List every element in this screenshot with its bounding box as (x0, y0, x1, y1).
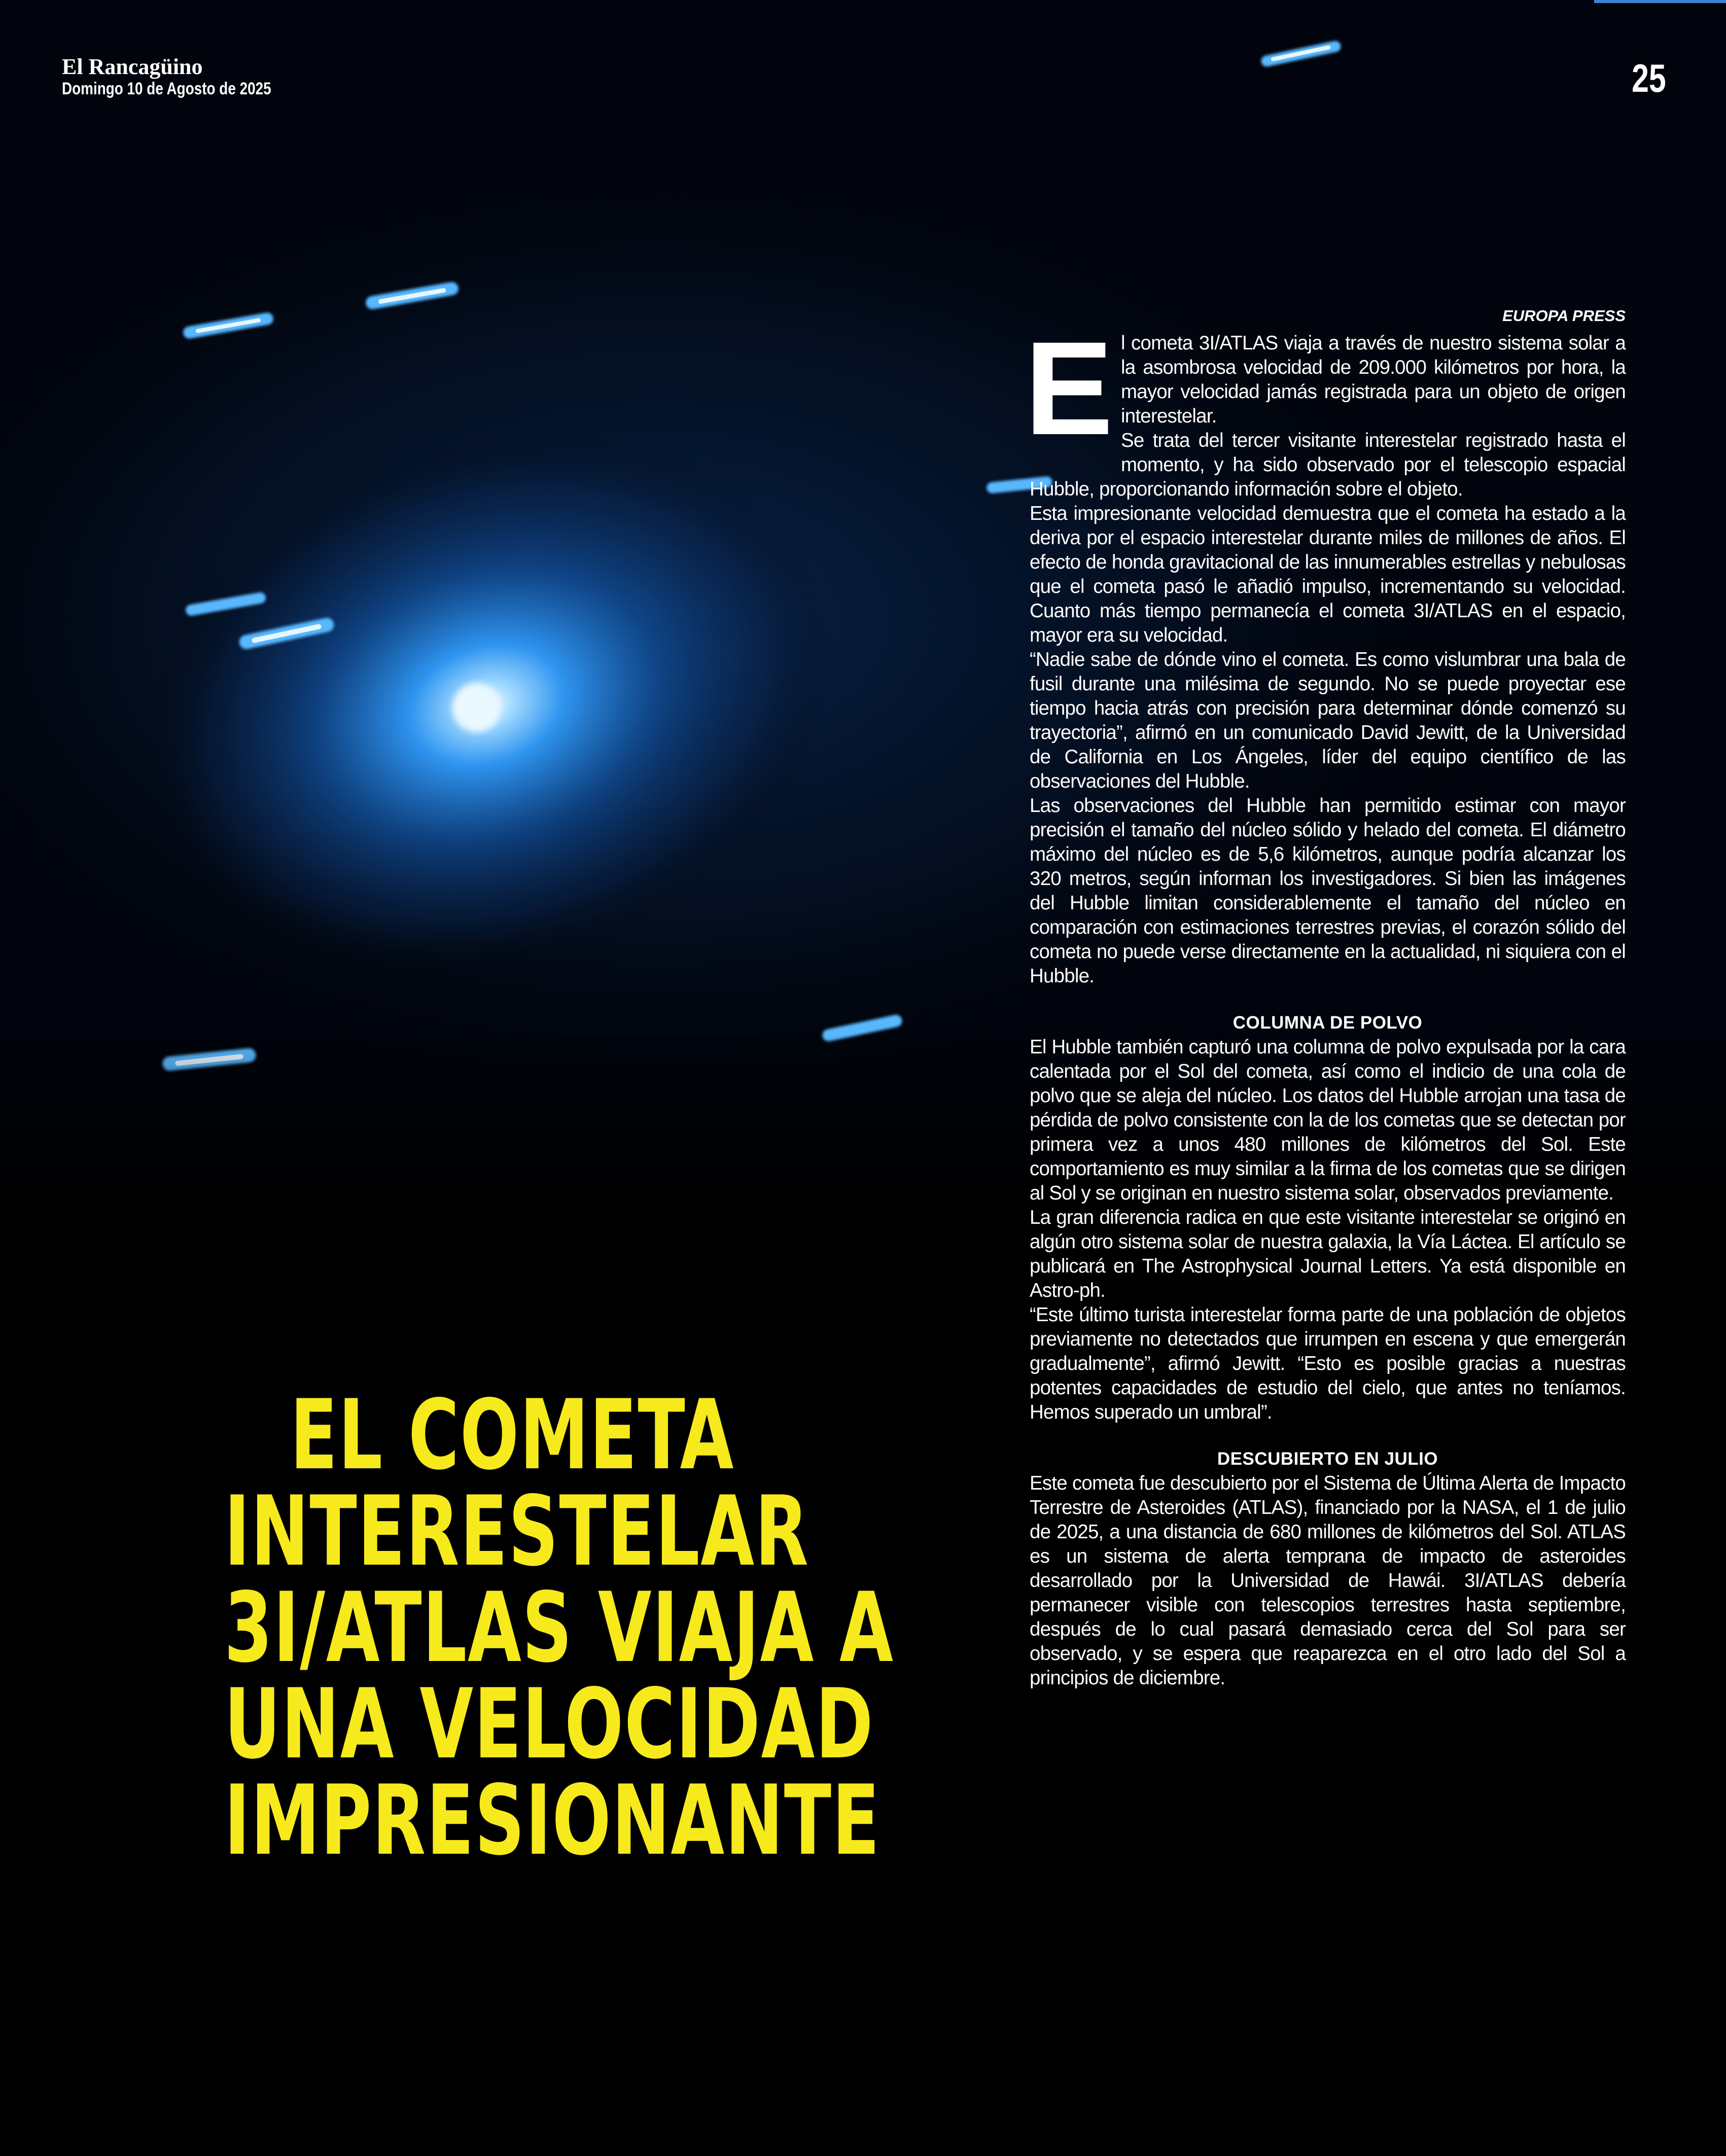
headline-line: UNA VELOCIDAD (224, 1668, 874, 1780)
headline-line: EL COMETA (290, 1379, 734, 1491)
section-heading: DESCUBIERTO EN JULIO (1217, 1449, 1438, 1469)
article-headline (224, 1379, 894, 1877)
article-paragraph: “Este último turista interestelar forma parte de una población de objetos previamente no detectados que irrumpen en escena y que emergerán gradualmente”, afirmó Jewitt. “Esto es posible gracias a nuestras potentes capacidades de estudio del cielo, que antes no teníamos. Hemos superado un umbral”. (1030, 1304, 1626, 1423)
headline-line: IMPRESIONANTE (224, 1764, 880, 1877)
issue-date: Domingo 10 de Agosto de 2025 (62, 79, 271, 98)
article-paragraph: Se trata del tercer visitante interestelar registrado hasta el momento, y ha sido observado por el telescopio espacial Hubble, proporcionando información sobre el objeto. (1030, 430, 1626, 500)
section-heading: COLUMNA DE POLVO (1232, 1013, 1423, 1033)
article-paragraph: Este cometa fue descubierto por el Sistema de Última Alerta de Impacto Terrestre de Asteroides (ATLAS), financiado por la NASA, el 1 de julio de 2025, a una distancia de 680 millones de kilómetros del Sol. ATLAS es un sistema de alerta temprana de impacto de asteroides desarrollado por la Universidad de Hawái. 3I/ATLAS debería permanecer visible con telescopios terrestres hasta septiembre, después de lo cual pasará demasiado cerca del Sol para ser observado, y se espera que reaparezca en el otro lado del Sol a principios de diciembre. (1030, 1472, 1626, 1689)
drop-cap: E (1025, 314, 1113, 463)
headline-line: 3I/ATLAS VIAJA A (224, 1572, 894, 1684)
paragraph-text: l cometa 3I/ATLAS viaja a través de nuestro sistema solar a la asombrosa velocidad de 209.000 kilómetros por hora, la mayor velocidad jamás registrada para un objeto de origen interestelar. (1120, 332, 1626, 427)
headline-line: INTERESTELAR (224, 1475, 809, 1587)
newspaper-name: El Rancagüino (62, 54, 203, 79)
article-paragraph: Esta impresionante velocidad demuestra que el cometa ha estado a la deriva por el espacio interestelar durante miles de millones de años. El efecto de honda gravitacional de las innumerables estrellas y nebulosas que el cometa pasó le añadió impulso, incrementando su velocidad. Cuanto más tiempo permanecía el cometa 3I/ATLAS en el espacio, mayor era su velocidad. (1030, 503, 1626, 646)
article-paragraph: El Hubble también capturó una columna de polvo expulsada por la cara calentada por el Sol del cometa, así como el indicio de una cola de polvo que se aleja del núcleo. Los datos del Hubble arrojan una tasa de pérdida de polvo consistente con la de los cometas que se detectan por primera vez a unos 480 millones de kilómetros del Sol. Este comportamiento es muy similar a la firma de los cometas que se dirigen al Sol y se originan en nuestro sistema solar, observados previamente. (1030, 1036, 1626, 1204)
page-number: 25 (1632, 56, 1666, 100)
article-paragraph: La gran diferencia radica en que este visitante interestelar se originó en algún otro sistema solar de nuestra galaxia, la Vía Láctea. El artículo se publicará en The Astrophysical Journal Letters. Ya está disponible en Astro-ph. (1030, 1207, 1626, 1301)
byline: EUROPA PRESS (1502, 307, 1626, 325)
masthead (62, 55, 317, 98)
article-body (1025, 307, 1626, 1690)
top-accent-rule (1594, 0, 1726, 3)
article-paragraph: “Nadie sabe de dónde vino el cometa. Es como vislumbrar una bala de fusil durante una milésima de segundo. No se puede proyectar ese tiempo hacia atrás con precisión para determinar dónde comenzó su trayectoria”, afirmó en un comunicado David Jewitt, de la Universidad de California en Los Ángeles, líder del equipo científico de las observaciones del Hubble. (1030, 649, 1626, 792)
article-paragraph: Las observaciones del Hubble han permitido estimar con mayor precisión el tamaño del núcleo sólido y helado del cometa. El diámetro máximo del núcleo es de 5,6 kilómetros, aunque podría alcanzar los 320 metros, según informan los investigadores. Si bien las imágenes del Hubble limitan considerablemente el tamaño del núcleo en comparación con estimaciones terrestres previas, el corazón sólido del cometa no puede verse directamente en la actualidad, ni siquiera con el Hubble. (1030, 795, 1626, 987)
